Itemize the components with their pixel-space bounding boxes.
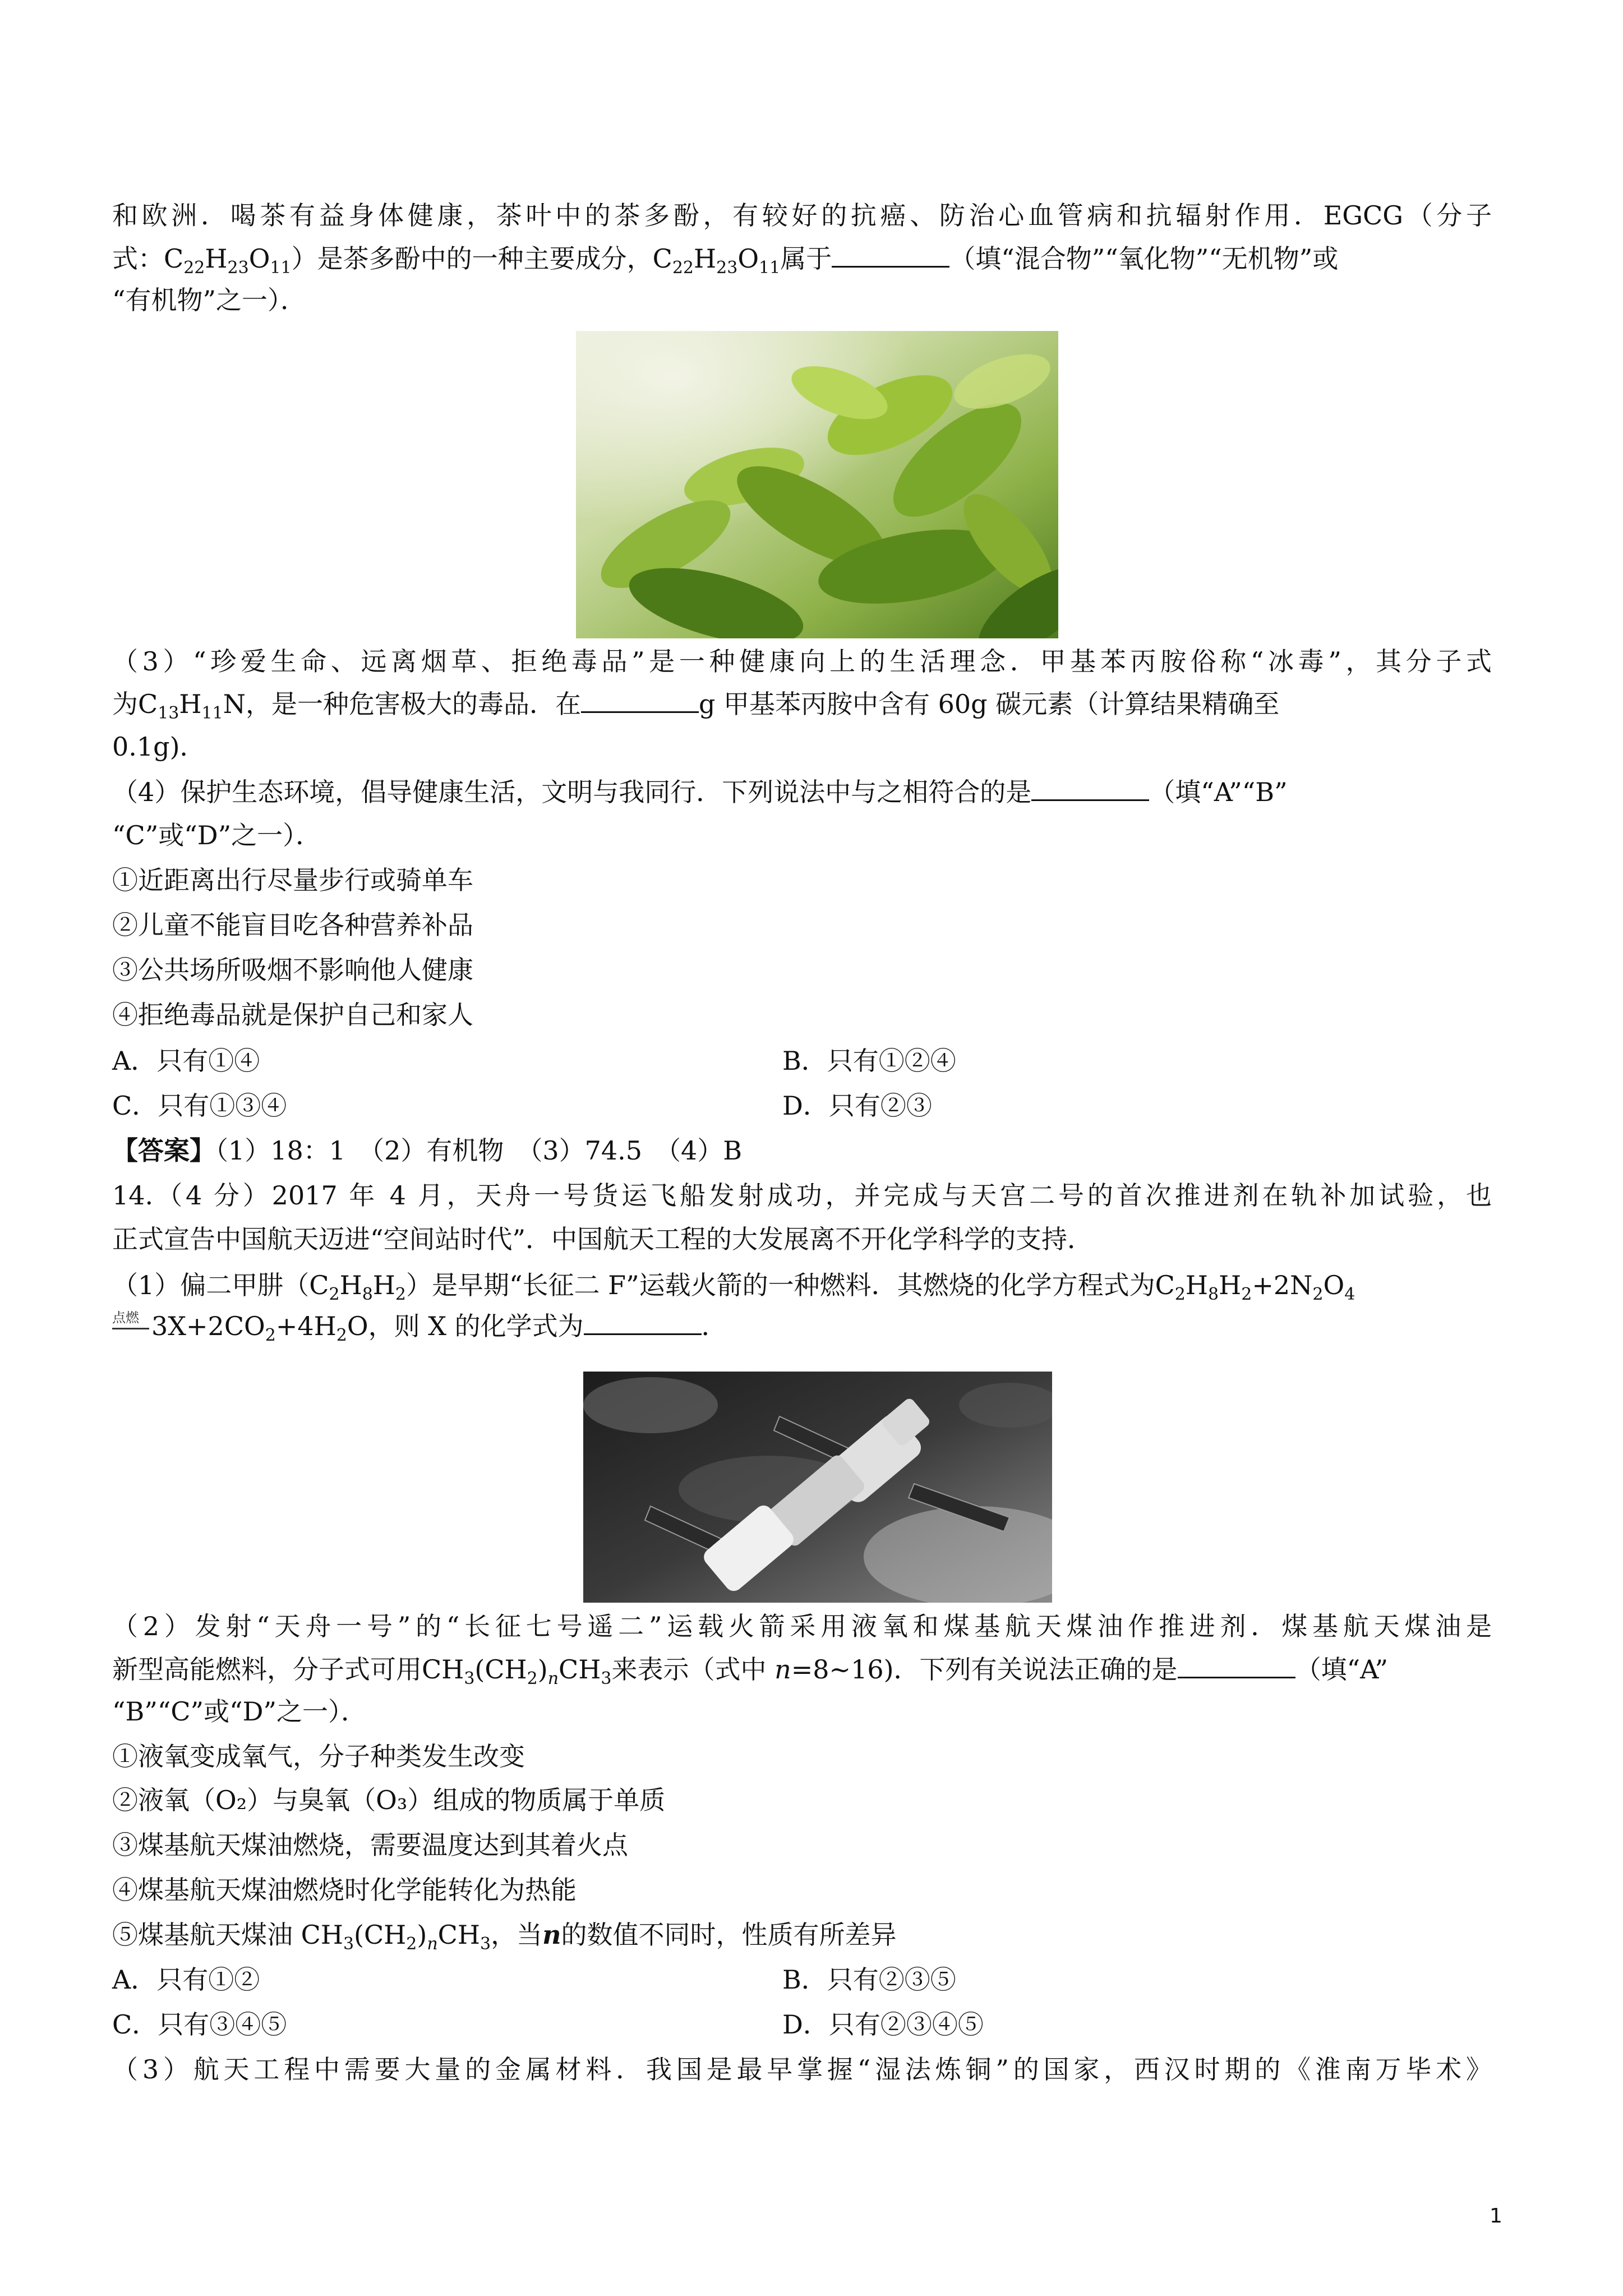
meth-formula: $C_{13}H_{11}N$ <box>138 689 246 723</box>
answer-line <box>112 1134 1492 1167</box>
text-span: ）是茶多酚中的一种主要成分， <box>291 243 653 274</box>
q13-part3-line-3: 0.1g)． <box>112 731 206 762</box>
q13-text-line-3: “有机物”之一）． <box>112 285 307 315</box>
q13-part4-line-1 <box>112 776 1492 808</box>
text-span: 式： <box>112 243 164 274</box>
answer-text: （1）18：1 （2）有机物 （3）74.5 （4）B <box>215 1135 743 1166</box>
text-span: （填“A”“B” <box>1149 777 1288 807</box>
udmh-formula: $C_2H_8H_2$ <box>309 1270 407 1304</box>
text-span: （4）保护生态环境，倡导健康生活，文明与我同行．下列说法中与之相符合的是 <box>112 777 1032 807</box>
list-item: ①近距离出行尽量步行或骑单车 <box>112 865 473 895</box>
text-span: （1）偏二甲肼（ <box>112 1270 310 1300</box>
q13-part3-line-2 <box>112 688 1492 723</box>
option-d[interactable]: D．只有②③ <box>782 1091 932 1121</box>
text-span: 属于 <box>780 243 832 274</box>
q14-part1-line-2 <box>112 1310 1492 1345</box>
list-item: ③公共场所吸烟不影响他人健康 <box>112 955 473 985</box>
reactants-formula: $C_2H_8H_2+2N_2O_4$ <box>1155 1270 1355 1304</box>
option-c[interactable]: C．只有①③④ <box>112 1091 287 1121</box>
option-c[interactable]: C．只有③④⑤ <box>112 2009 287 2040</box>
q13-part3-line-1: （3）“珍爱生命、远离烟草、拒绝毒品”是一种健康向上的生活理念．甲基苯丙胺俗称“冰毒”，其分子式 <box>112 646 1492 677</box>
text-span: ⑤煤基航天煤油 <box>112 1920 301 1950</box>
list-item: ①液氧变成氧气，分子种类发生改变 <box>112 1741 525 1772</box>
page-number: 1 <box>1490 2205 1502 2228</box>
q14-part2-line-3: “B”“C”或“D”之一）． <box>112 1696 367 1727</box>
q14-text-line-2: 正式宣告中国航天迈进“空间站时代”．中国航天工程的大发展离不开化学科学的支持． <box>112 1224 1094 1254</box>
option-a[interactable]: A．只有①④ <box>112 1046 260 1076</box>
text-span: （填“A” <box>1295 1654 1389 1685</box>
q13-part4-line-2: “C”或“D”之一）． <box>112 820 322 850</box>
variable-n: n <box>542 1920 561 1950</box>
q14-part1-line-1 <box>112 1269 1492 1304</box>
q13-text-line-2 <box>112 242 1492 278</box>
q14-part2-line-1: （2）发射“天舟一号”的“长征七号遥二”运载火箭采用液氧和煤基航天煤油作推进剂．煤基航天煤油是 <box>112 1611 1492 1641</box>
answer-blank[interactable] <box>832 243 949 268</box>
answer-blank[interactable] <box>584 1311 702 1335</box>
text-span: =8~16)．下列有关说法正确的是 <box>791 1654 1178 1685</box>
reaction-arrow <box>112 1328 149 1329</box>
option-b[interactable]: B．只有②③⑤ <box>782 1964 956 1995</box>
option-b[interactable]: B．只有①②④ <box>782 1046 956 1076</box>
kerosene-formula-2: $CH_3(CH_2)_nCH_3$ <box>301 1920 491 1954</box>
list-item: ③煤基航天煤油燃烧，需要温度达到其着火点 <box>112 1830 628 1860</box>
list-item: ②液氧（O₂）与臭氧（O₃）组成的物质属于单质 <box>112 1785 666 1815</box>
list-item: ④煤基航天煤油燃烧时化学能转化为热能 <box>112 1875 577 1905</box>
space-station-photo <box>583 1372 1052 1603</box>
text-span: g 甲基苯丙胺中含有 60g 碳元素（计算结果精确至 <box>698 689 1280 719</box>
egcg-formula: $C_{22}H_{23}O_{11}$ <box>164 243 292 278</box>
text-span: 新型高能燃料，分子式可用 <box>112 1654 422 1685</box>
products-formula: $3X+2CO_2+4H_2O$ <box>151 1311 368 1345</box>
list-item: ②儿童不能盲目吃各种营养补品 <box>112 910 473 940</box>
text-span: ，是一种危害极大的毒品．在 <box>245 689 581 719</box>
option-a[interactable]: A．只有①② <box>112 1964 260 1995</box>
list-item: ④拒绝毒品就是保护自己和家人 <box>112 1000 473 1030</box>
text-span: ）是早期“长征二 F”运载火箭的一种燃料．其燃烧的化学方程式为 <box>406 1270 1155 1300</box>
list-item <box>112 1918 1492 1954</box>
text-span: （填“混合物”“氧化物”“无机物”或 <box>949 243 1339 274</box>
answer-blank[interactable] <box>581 689 699 713</box>
text-span: ，则 X 的化学式为 <box>368 1311 584 1341</box>
answer-label: 【答案】 <box>112 1135 215 1166</box>
q14-part3-line-1: （3）航天工程中需要大量的金属材料．我国是最早掌握“湿法炼铜”的国家，西汉时期的《淮南万毕术》 <box>112 2054 1492 2085</box>
q14-text-line-1: 14.（4 分）2017 年 4 月，天舟一号货运飞船发射成功，并完成与天宫二号的首次推进剂在轨补加试验，也 <box>112 1180 1492 1211</box>
answer-blank[interactable] <box>1178 1654 1295 1678</box>
text-span: 的数值不同时，性质有所差异 <box>561 1920 897 1950</box>
variable-n: n <box>774 1654 791 1685</box>
tea-leaves-photo <box>576 331 1058 638</box>
text-span: ． <box>701 1311 727 1341</box>
text-span: 来表示（式中 <box>611 1654 775 1685</box>
space-station-icon <box>583 1372 1052 1603</box>
reaction-condition <box>112 1310 151 1342</box>
egcg-formula-2: $C_{22}H_{23}O_{11}$ <box>652 243 781 278</box>
answer-blank[interactable] <box>1031 777 1149 801</box>
condition-label: 点燃 <box>112 1310 139 1326</box>
text-span: 为 <box>112 689 138 719</box>
option-d[interactable]: D．只有②③④⑤ <box>782 2009 984 2040</box>
kerosene-formula: $CH_3(CH_2)_nCH_3$ <box>422 1654 612 1688</box>
tea-leaves-icon <box>576 331 1058 638</box>
text-span: ，当 <box>491 1920 543 1950</box>
q13-text-line-1: 和欧洲．喝茶有益身体健康，茶叶中的茶多酚，有较好的抗癌、防治心血管病和抗辐射作用．EGCG（分子 <box>112 200 1492 231</box>
q14-part2-line-2 <box>112 1653 1492 1686</box>
